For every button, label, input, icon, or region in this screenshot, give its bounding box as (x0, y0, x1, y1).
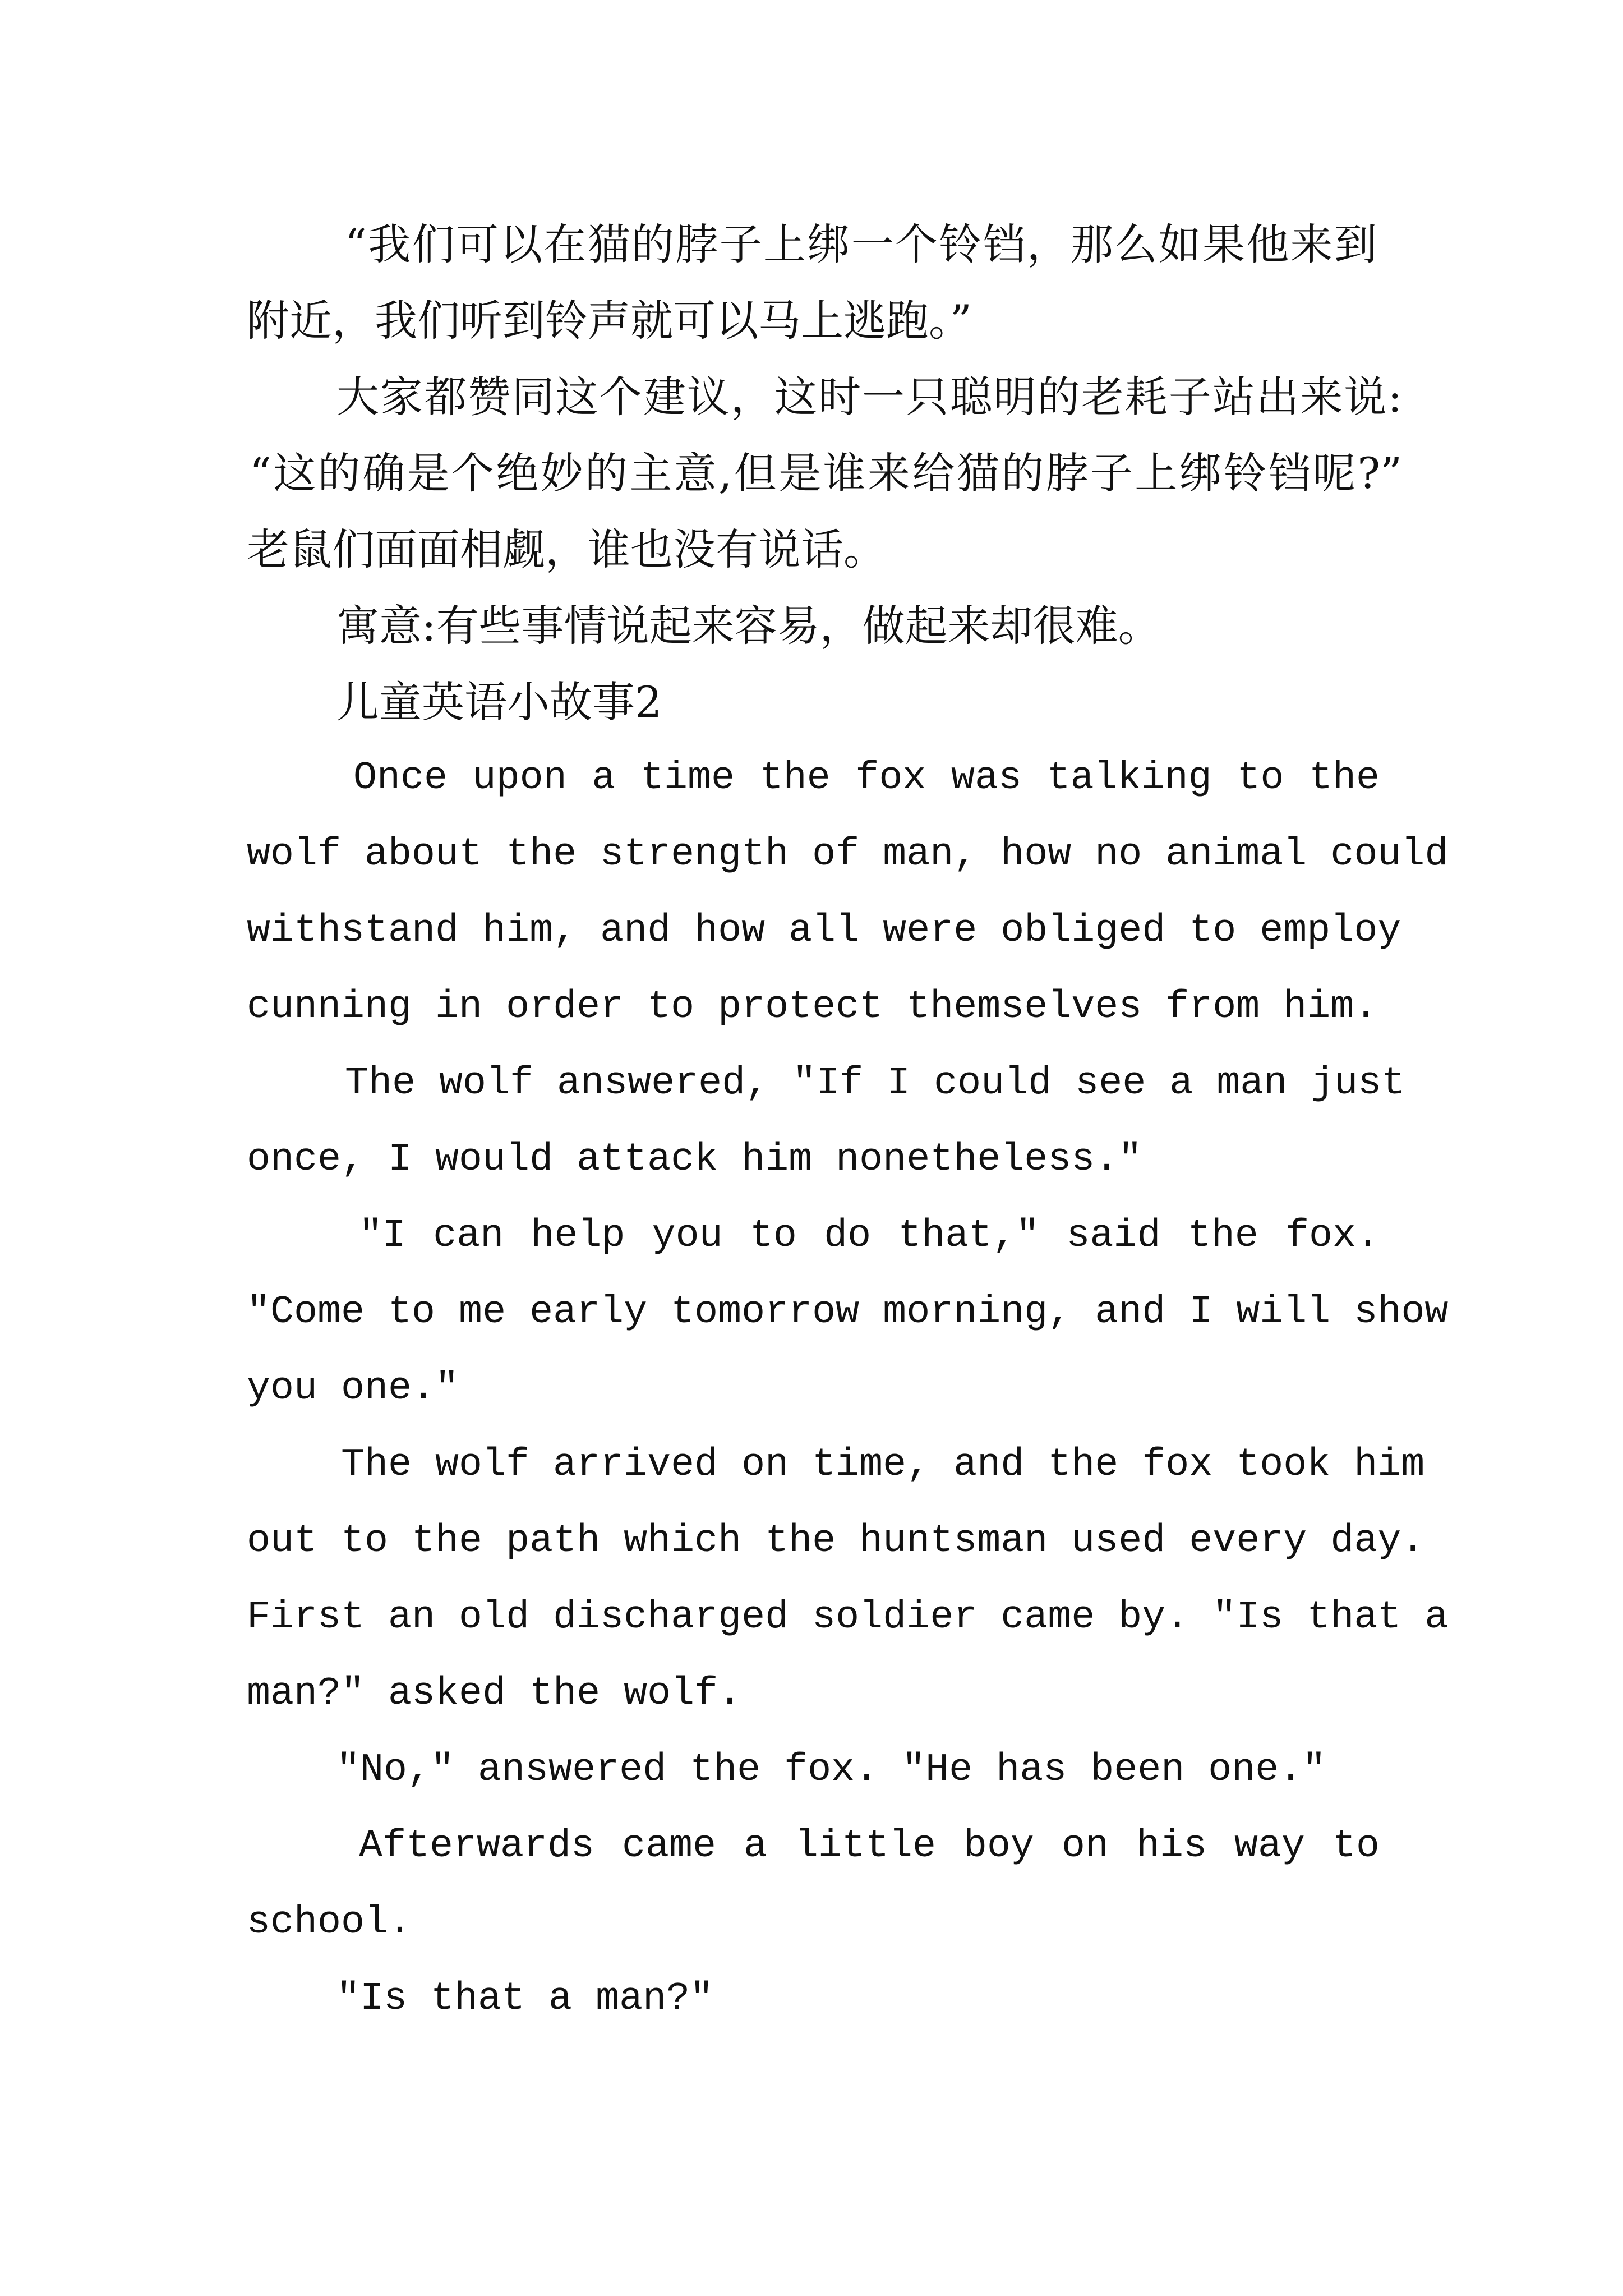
text-line: wolf about the strength of man, how no animal could (247, 832, 1449, 877)
text-line: man?" asked the wolf. (247, 1672, 742, 1716)
text-line: “我们可以在猫的脖子上绑一个铃铛，那么如果他来到 (345, 219, 1377, 269)
text-line: Afterwards came a little boy on his way to (359, 1824, 1380, 1869)
text-line: school. (247, 1901, 412, 1945)
text-line: once, I would attack him nonetheless." (247, 1138, 1142, 1182)
text-line: Once upon a time the fox was talking to the (353, 756, 1380, 800)
text-line: "I can help you to do that," said the fox. (359, 1214, 1380, 1258)
text-line: The wolf arrived on time, and the fox took him (341, 1443, 1425, 1487)
text-line: First an old discharged soldier came by. "Is that a (247, 1595, 1449, 1640)
text-line: out to the path which the huntsman used every day. (247, 1519, 1425, 1563)
text-line: "Come to me early tomorrow morning, and I will show (247, 1290, 1449, 1335)
text-line: "Is that a man?" (336, 1977, 714, 2021)
text-line: cunning in order to protect themselves from him. (247, 985, 1378, 1029)
text-line: The wolf answered, "If I could see a man just (345, 1061, 1405, 1106)
text-line: 寓意:有些事情说起来容易，做起来却很难。 (336, 601, 1161, 651)
text-line: “这的确是个绝妙的主意,但是谁来给猫的脖子上绑铃铛呢?” (250, 448, 1402, 498)
text-line: 大家都赞同这个建议，这时一只聪明的老耗子站出来说: (336, 372, 1402, 422)
text-line: 附近，我们听到铃声就可以马上逃跑。” (247, 296, 972, 346)
section-heading: 儿童英语小故事2 (336, 677, 662, 727)
text-line: "No," answered the fox. "He has been one." (336, 1748, 1326, 1792)
text-line: you one." (247, 1366, 459, 1411)
text-line: 老鼠们面面相觑，谁也没有说话。 (247, 524, 886, 574)
text-line: withstand him, and how all were obliged to employ (247, 909, 1401, 953)
